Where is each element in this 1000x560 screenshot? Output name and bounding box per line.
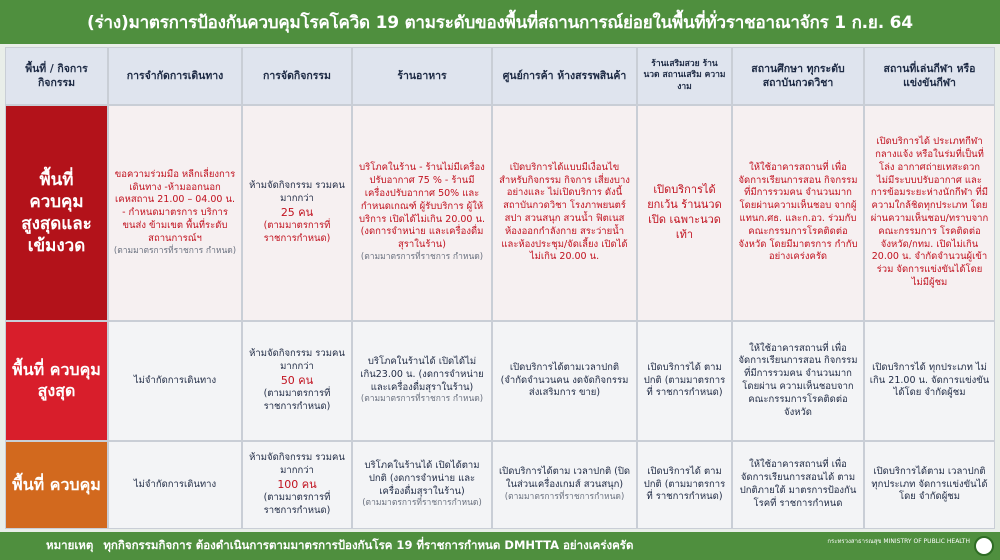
row1-restaurant [352,105,492,321]
row2-activity-note: (ตามมาตรการที่ ราชการกำหนด) [263,388,331,413]
row1-mall: เปิดบริการได้แบบมีเงื่อนไข สำหรับกิจกรรม กิจการ เสี่ยงบางอย่างและ ไม่เปิดบริการ ดังนี้ สถาบันกวดวิชา โรงภาพยนตร์ สปา สวนสนุก สวนน้ำ ฟิตเนส ห้องออกกำลังกาย สระว่ายน้ำ และห้องประชุม/จัดเลี้ยง เปิดได้ไม่เกิน 20.00 น. [492,105,637,321]
footer-label: หมายเหตุ [46,538,94,552]
ministry-logo-icon [974,536,994,556]
zone-label-highest: พื้นที่ ควบคุม สูงสุด [5,321,108,441]
row3-activity-count: 100 คน [277,477,317,491]
row3-mall-note: (ตามมาตรการที่ราชการกำหนด) [504,492,625,503]
row1-restaurant-note: (ตามมาตรการที่ราชการ กำหนด) [360,252,484,263]
row3-restaurant [352,441,492,529]
row3-beauty: เปิดบริการได้ ตามปกติ (ตามมาตรการที่ ราชการกำหนด) [637,441,732,529]
header-school: สถานศึกษา ทุกระดับ สถาบันกวดวิชา [732,47,864,105]
row1-travel [108,105,242,321]
measures-table [5,47,995,529]
header-activity: การจัดกิจกรรม [242,47,352,105]
footer-note [0,532,1000,560]
row3-activity-text: ห้ามจัดกิจกรรม รวมคนมากกว่า [249,451,345,476]
row3-school: ให้ใช้อาคารสถานที่ เพื่อ จัดการเรียนการสอนได้ ตามปกติภายใต้ มาตรการป้องกันโรคที่ ราชการกำหนด [732,441,864,529]
row1-activity-count: 25 คน [280,205,314,219]
row1-sport: เปิดบริการได้ ประเภทกีฬากลางแจ้ง หรือในร่มที่เป็นที่โล่ง อากาศถ่ายเทสะดวก ไม่มีระบบปรับอากาศ และการข้อมระยะห่างนักกีฬา ที่มีความใกล้ชิดทุกประเภท โดยผ่านความเห็นชอบ/ทราบจากคณะกรรมการ โรคติดต่อจังหวัด/กทม. เปิดไม่เกิน 20.00 น. จำกัดจำนวนผู้เข้าร่วม จัดการแข่งขันได้โดยไม่มีผู้ชม [864,105,995,321]
ministry-name: กระทรวงสาธารณสุข MINISTRY OF PUBLIC HEALTH [827,538,970,545]
footer-text: ทุกกิจกรรมกิจการ ต้องดำเนินการตามมาตรการป้องกันโรค 19 ที่ราชการกำหนด DMHTTA อย่างเคร่งครัด [103,538,634,552]
zone-label-strict: พื้นที่ ควบคุม สูงสุดและ เข้มงวด [5,105,108,321]
row1-beauty: เปิดบริการได้ ยกเว้น ร้านนวด เปิด เฉพาะนวดเท้า [637,105,732,321]
row2-restaurant-note: (ตามมาตรการที่ราชการ กำหนด) [360,394,484,405]
row2-travel: ไม่จำกัดการเดินทาง [108,321,242,441]
header-mall: ศูนย์การค้า ห้างสรรพสินค้า [492,47,637,105]
row2-beauty: เปิดบริการได้ ตามปกติ (ตามมาตรการที่ ราชการกำหนด) [637,321,732,441]
zone-label-controlled: พื้นที่ ควบคุม [5,441,108,529]
row2-restaurant [352,321,492,441]
row2-restaurant-text: บริโภคในร้านได้ เปิดได้ไม่เกิน23.00 น. (งดการจำหน่าย และเครื่องดื่มสุราในร้าน) [360,356,484,393]
header-travel: การจำกัดการเดินทาง [108,47,242,105]
row2-activity-text: ห้ามจัดกิจกรรม รวมคนมากกว่า [249,347,345,372]
row2-school: ให้ใช้อาคารสถานที่ เพื่อจัดการเรียนการสอน กิจกรรมที่มีการรวมคน จำนวนมาก โดยผ่าน ความเห็นชอบจาก คณะกรรมการโรคติดต่อ จังหวัด [732,321,864,441]
row1-travel-text: ขอความร่วมมือ หลีกเลี่ยงการเดินทาง -ห้ามออกนอกเคหสถาน 21.00 – 04.00 น. - กำหนดมาตรการ บริการขนส่ง ข้ามเขต พื้นที่ระดับสถานการณ์ฯ [114,168,236,244]
row1-restaurant-text: บริโภคในร้าน - ร้านไม่มีเครื่องปรับอากาศ 75 % - ร้านมีเครื่องปรับอากาศ 50% และกำหนดเกณฑ์ ผู้รับบริการ ผู้ให้บริการ เปิดได้ไม่เกิน 20.00 น. (งดการจำหน่าย และเครื่องดื่มสุราในร้าน) [358,162,486,251]
row2-activity-count: 50 คน [280,373,314,387]
row3-restaurant-text: บริโภคในร้านได้ เปิดได้ตามปกติ (งดการจำหน่าย และเครื่องดื่มสุราในร้าน) [364,460,480,497]
row3-sport: เปิดบริการได้ตาม เวลาปกติ ทุกประเภท จัดการแข่งขันได้โดย จำกัดผู้ชม [864,441,995,529]
row3-activity [242,441,352,529]
header-area: พื้นที่ / กิจการ กิจกรรม [5,47,108,105]
header-sport: สถานที่เล่นกีฬา หรือแข่งขันกีฬา [864,47,995,105]
page-title: (ร่าง)มาตรการป้องกันควบคุมโรคโควิด 19 ตามระดับของพื้นที่สถานการณ์ย่อยในพื้นที่ทั่วราชอาณาจักร 1 ก.ย. 64 [0,0,1000,44]
row1-activity-note: (ตามมาตรการที่ ราชการกำหนด) [263,220,331,245]
row1-activity-text: ห้ามจัดกิจกรรม รวมคนมากกว่า [249,179,345,204]
row3-mall-text: เปิดบริการได้ตาม เวลาปกติ (ปิดในส่วนเครื่องเกมส์ สวนสนุก) [498,466,631,491]
row2-mall: เปิดบริการได้ตามเวลาปกติ (จำกัดจำนวนคน งดจัดกิจกรรมส่งเสริมการ ขาย) [492,321,637,441]
row3-travel: ไม่จำกัดการเดินทาง [108,441,242,529]
row3-mall [492,441,637,529]
row2-sport: เปิดบริการได้ ทุกประเภท ไม่เกิน 21.00 น. จัดการแข่งขันได้โดย จำกัดผู้ชม [864,321,995,441]
row1-school: ให้ใช้อาคารสถานที่ เพื่อจัดการเรียนการสอน กิจกรรมที่มีการรวมคน จำนวนมาก โดยผ่านความเห็นชอบ จากผู้แทนก.ศธ. และก.อว. ร่วมกับ คณะกรรมการโรคติดต่อ จังหวัด โดยมีมาตรการ กำกับอย่างเคร่งครัด [732,105,864,321]
header-beauty: ร้านเสริมสวย ร้าน นวด สถานเสริม ความงาม [637,47,732,105]
header-restaurant: ร้านอาหาร [352,47,492,105]
row3-restaurant-note: (ตามมาตรการที่ราชการกำหนด) [362,498,482,509]
row2-activity [242,321,352,441]
row3-activity-note: (ตามมาตรการที่ ราชการกำหนด) [263,492,331,517]
row1-activity [242,105,352,321]
row1-travel-note: (ตามมาตรการที่ราชการ กำหนด) [113,245,237,256]
